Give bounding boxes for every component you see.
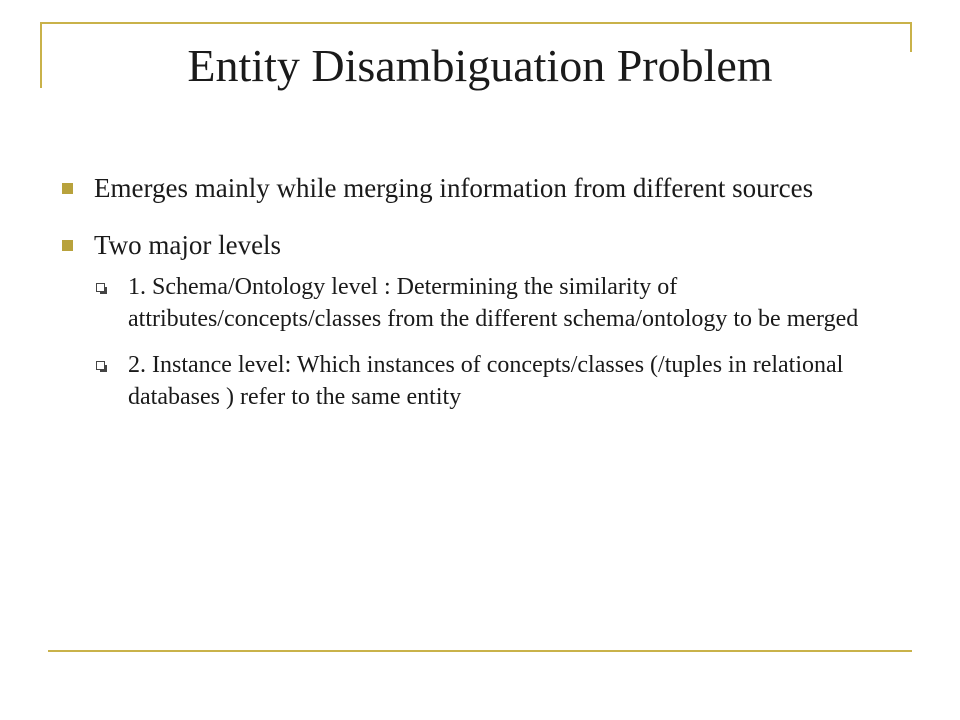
square-bullet-icon — [62, 240, 73, 251]
bullet-text: Two major levels — [94, 230, 282, 260]
bullet-text: Emerges mainly while merging information from different sources — [94, 173, 814, 203]
sub-bullet-text: 2. Instance level: Which instances of concepts/classes (/tuples in relational databases ) refer to the same entity — [128, 352, 844, 410]
square-bullet-icon — [62, 183, 73, 194]
bottom-rule — [48, 650, 912, 652]
slide-title: Entity Disambiguation Problem — [187, 40, 773, 91]
hollow-square-bullet-icon — [96, 283, 105, 292]
top-rule — [40, 22, 912, 24]
hollow-square-bullet-icon — [96, 361, 105, 370]
bullet-item — [62, 227, 922, 263]
sub-bullet-item — [96, 271, 918, 335]
sub-bullet-item — [96, 349, 918, 413]
bullet-item — [62, 170, 922, 206]
sub-bullet-text: 1. Schema/Ontology level : Determining the similarity of attributes/concepts/classes from the different schema/ontology to be merged — [128, 274, 859, 332]
slide-content — [62, 170, 922, 413]
